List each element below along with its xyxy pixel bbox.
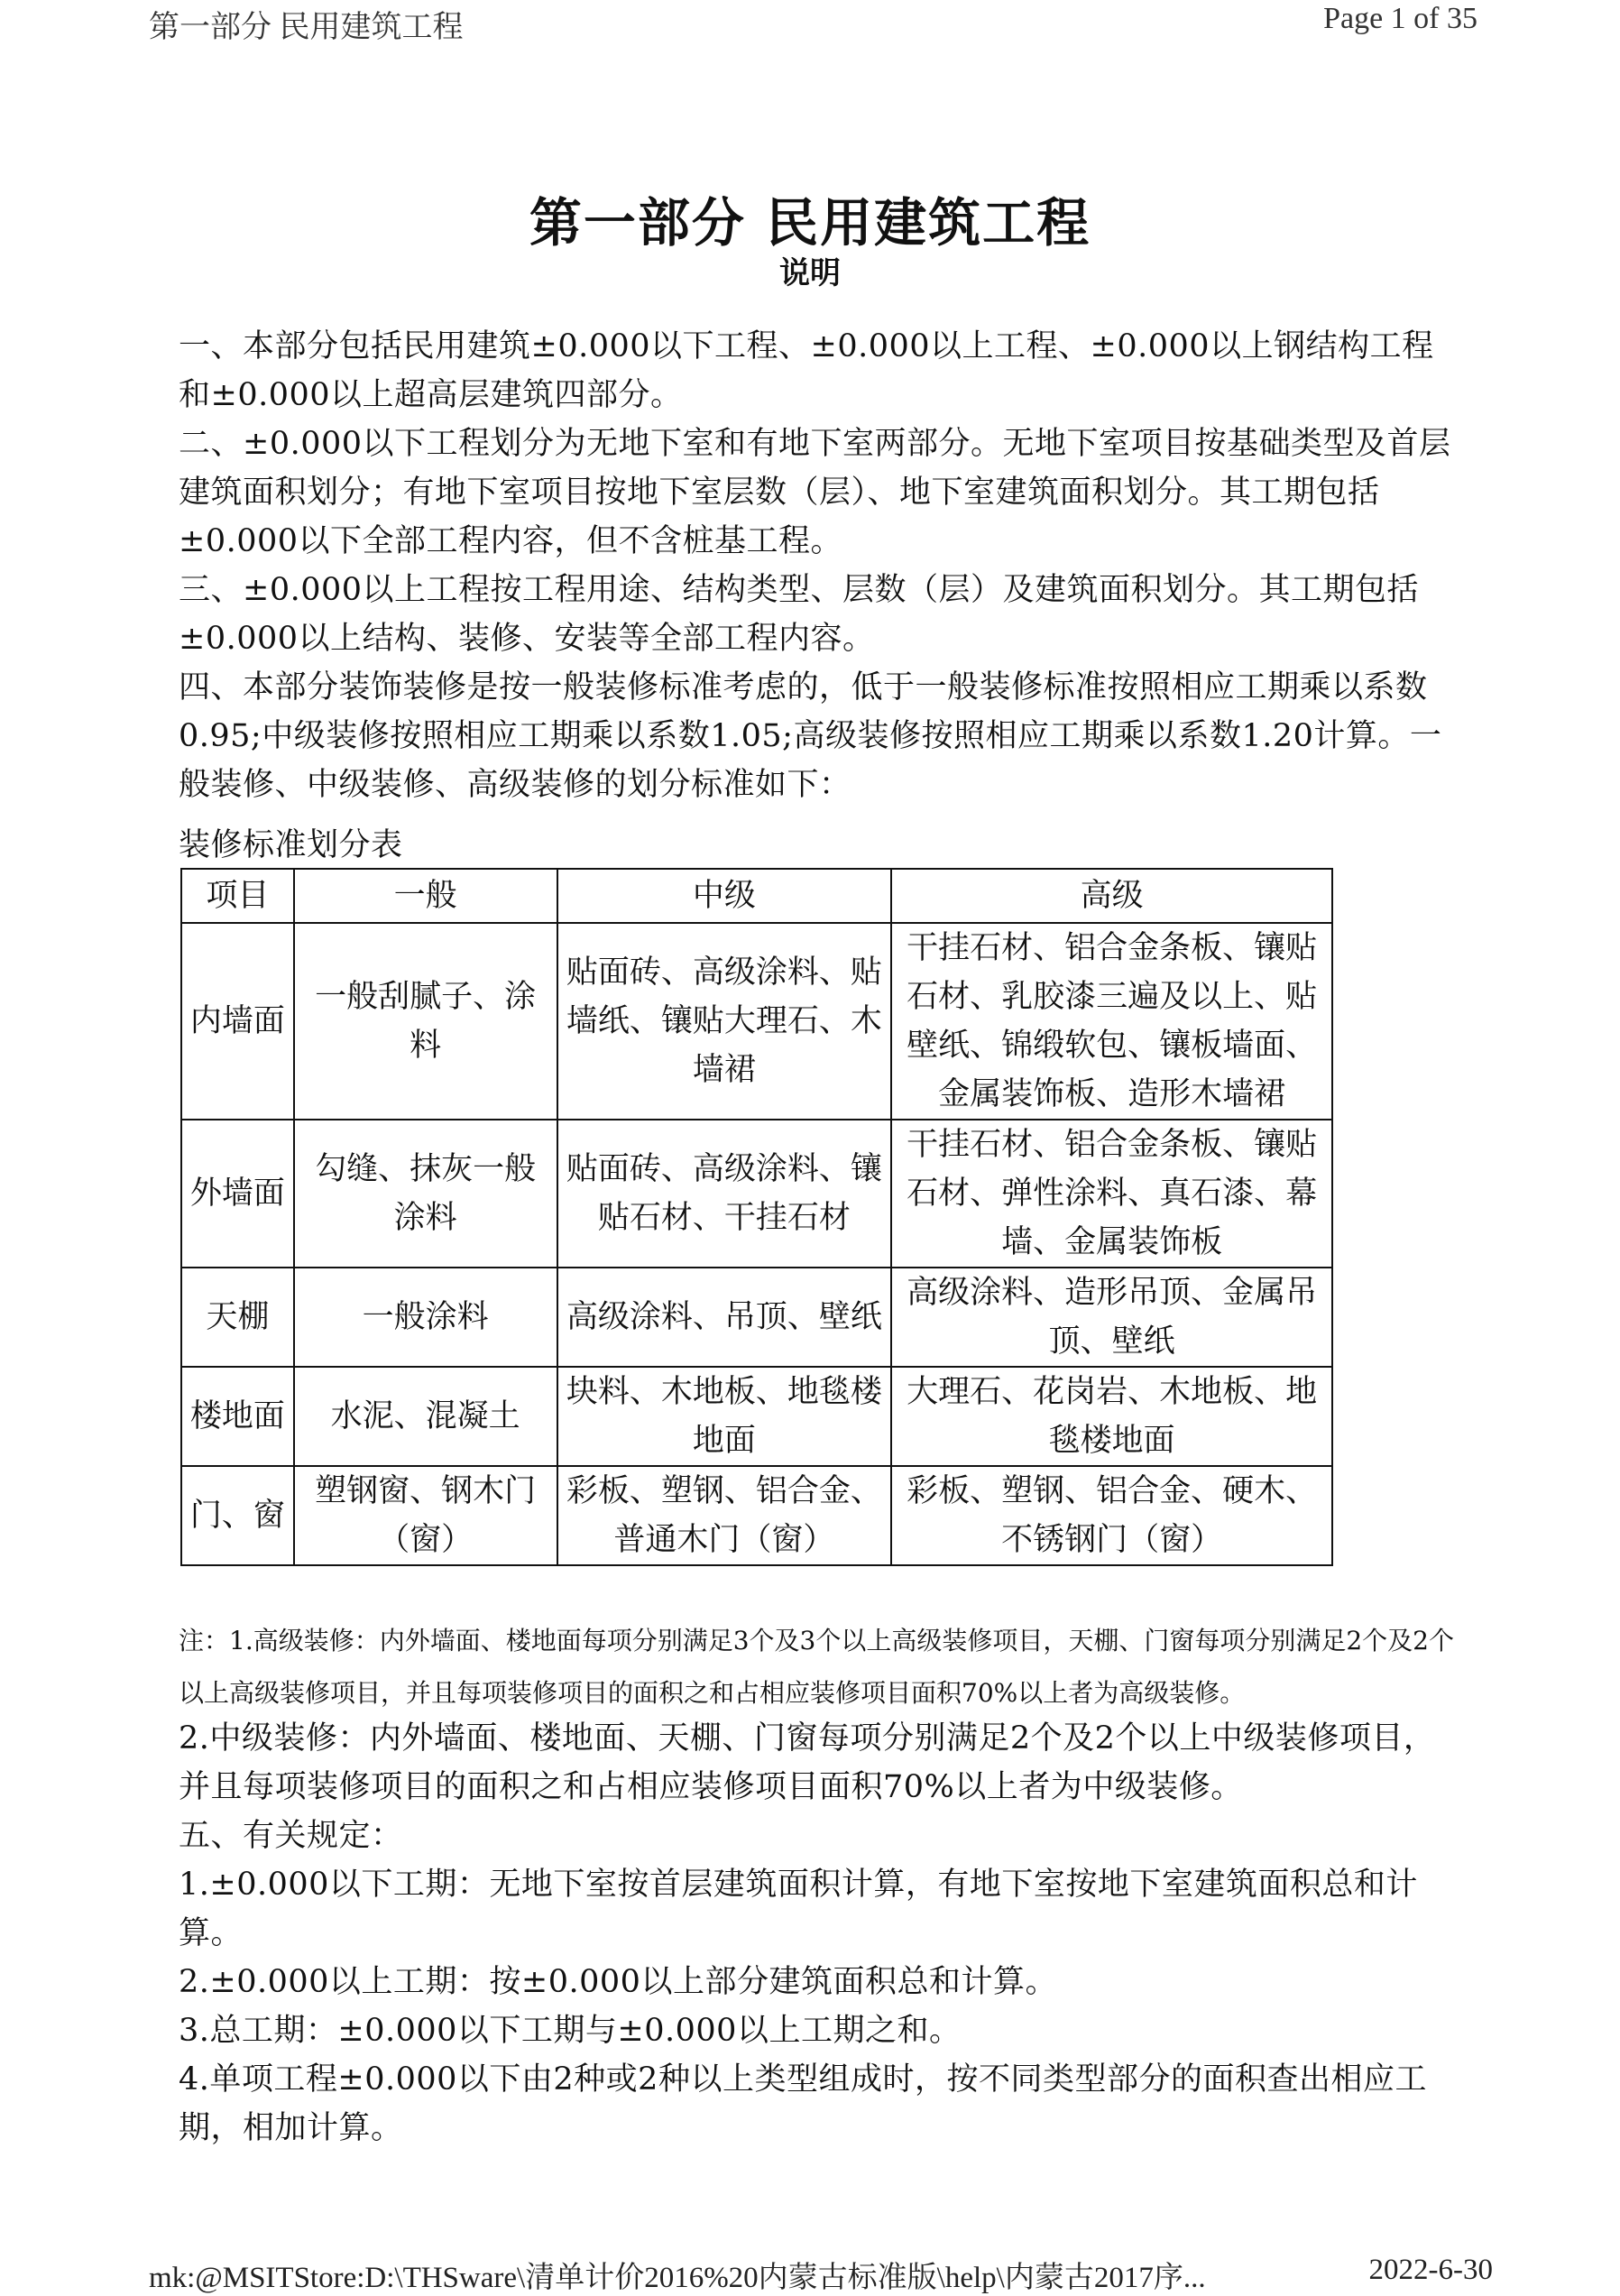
table-header-row bbox=[181, 869, 1332, 923]
table-cell: 水泥、混凝土 bbox=[294, 1367, 557, 1466]
rule-item: 1.±0.000以下工期：无地下室按首层建筑面积计算，有地下室按地下室建筑面积总和计算。 bbox=[179, 1867, 1418, 1951]
table-row bbox=[181, 923, 1332, 1120]
table-cell: 彩板、塑钢、铝合金、普通木门（窗） bbox=[557, 1466, 892, 1565]
table-cell: 一般刮腻子、涂料 bbox=[294, 923, 557, 1120]
table-cell: 干挂石材、铝合金条板、镶贴石材、弹性涂料、真石漆、幕墙、金属装饰板 bbox=[891, 1120, 1332, 1268]
table-cell: 干挂石材、铝合金条板、镶贴石材、乳胶漆三遍及以上、贴壁纸、锦缎软包、镶板墙面、金属装饰板、造形木墙裙 bbox=[891, 923, 1332, 1120]
rule-item: 4.单项工程±0.000以下由2种或2种以上类型组成时，按不同类型部分的面积查出相应工期，相加计算。 bbox=[179, 2061, 1427, 2146]
paragraph: 二、±0.000以下工程划分为无地下室和有地下室两部分。无地下室项目按基础类型及首层建筑面积划分；有地下室项目按地下室层数（层）、地下室建筑面积划分。其工期包括±0.000以下全部工程内容，但不含桩基工程。 bbox=[179, 426, 1451, 559]
footer-date: 2022-6-30 bbox=[1368, 2254, 1493, 2286]
intro-paragraphs bbox=[179, 322, 1459, 809]
table-cell: 内墙面 bbox=[181, 923, 294, 1120]
document-title: 第一部分 民用建筑工程 bbox=[529, 192, 1091, 254]
table-cell: 门、窗 bbox=[181, 1466, 294, 1565]
table-cell: 贴面砖、高级涂料、镶贴石材、干挂石材 bbox=[557, 1120, 892, 1268]
header-cell: 一般 bbox=[294, 869, 557, 923]
header-cell: 中级 bbox=[557, 869, 892, 923]
note-1: 注：1.高级装修：内外墙面、楼地面每项分别满足3个及3个以上高级装修项目，天棚、门窗每项分别满足2个及2个以上高级装修项目，并且每项装修项目的面积之和占相应装修项目面积70%以上者为高级装修。 bbox=[179, 1626, 1454, 1708]
table-cell: 块料、木地板、地毯楼地面 bbox=[557, 1367, 892, 1466]
header-cell: 高级 bbox=[891, 869, 1332, 923]
table-caption: 装修标准划分表 bbox=[179, 827, 403, 863]
decoration-standard-table bbox=[180, 868, 1333, 1566]
table-cell: 勾缝、抹灰一般涂料 bbox=[294, 1120, 557, 1268]
table-cell: 一般涂料 bbox=[294, 1268, 557, 1367]
table-cell: 天棚 bbox=[181, 1268, 294, 1367]
paragraph: 一、本部分包括民用建筑±0.000以下工程、±0.000以上工程、±0.000以上钢结构工程和±0.000以上超高层建筑四部分。 bbox=[179, 328, 1434, 413]
regulations bbox=[179, 1714, 1459, 2153]
table-cell: 外墙面 bbox=[181, 1120, 294, 1268]
page-footer bbox=[149, 2254, 1493, 2294]
table-cell: 塑钢窗、钢木门（窗） bbox=[294, 1466, 557, 1565]
rule-item: 2.±0.000以上工期：按±0.000以上部分建筑面积总和计算。 bbox=[179, 1964, 1057, 2000]
page-header bbox=[0, 0, 1620, 45]
table-cell: 贴面砖、高级涂料、贴墙纸、镶贴大理石、木墙裙 bbox=[557, 923, 892, 1120]
paragraph: 四、本部分装饰装修是按一般装修标准考虑的，低于一般装修标准按照相应工期乘以系数0.95;中级装修按照相应工期乘以系数1.05;高级装修按照相应工期乘以系数1.20计算。一般装修、中级装修、高级装修的划分标准如下： bbox=[179, 669, 1442, 803]
table-row bbox=[181, 1466, 1332, 1565]
table-cell: 高级涂料、造形吊顶、金属吊顶、壁纸 bbox=[891, 1268, 1332, 1367]
page-indicator: Page 1 of 35 bbox=[1323, 2, 1477, 35]
document-subtitle: 说明 bbox=[779, 255, 841, 291]
section-5-title: 五、有关规定： bbox=[179, 1818, 403, 1854]
table-row bbox=[181, 1268, 1332, 1367]
header-section-title: 第一部分 民用建筑工程 bbox=[149, 11, 464, 44]
note-2: 2.中级装修：内外墙面、楼地面、天棚、门窗每项分别满足2个及2个以上中级装修项目，并且每项装修项目的面积之和占相应装修项目面积70%以上者为中级装修。 bbox=[179, 1720, 1436, 1805]
table-note bbox=[179, 1615, 1459, 1720]
table-cell: 楼地面 bbox=[181, 1367, 294, 1466]
table-row bbox=[181, 1120, 1332, 1268]
paragraph: 三、±0.000以上工程按工程用途、结构类型、层数（层）及建筑面积划分。其工期包括±0.000以上结构、装修、安装等全部工程内容。 bbox=[179, 572, 1420, 657]
table-cell: 高级涂料、吊顶、壁纸 bbox=[557, 1268, 892, 1367]
header-cell: 项目 bbox=[181, 869, 294, 923]
table-row bbox=[181, 1367, 1332, 1466]
rule-item: 3.总工期：±0.000以下工期与±0.000以上工期之和。 bbox=[179, 2013, 962, 2049]
table-cell: 大理石、花岗岩、木地板、地毯楼地面 bbox=[891, 1367, 1332, 1466]
table-cell: 彩板、塑钢、铝合金、硬木、不锈钢门（窗） bbox=[891, 1466, 1332, 1565]
footer-path: mk:@MSITStore:D:\THSware\清单计价2016%20内蒙古标准版\help\内蒙古2017序... bbox=[149, 2262, 1206, 2294]
